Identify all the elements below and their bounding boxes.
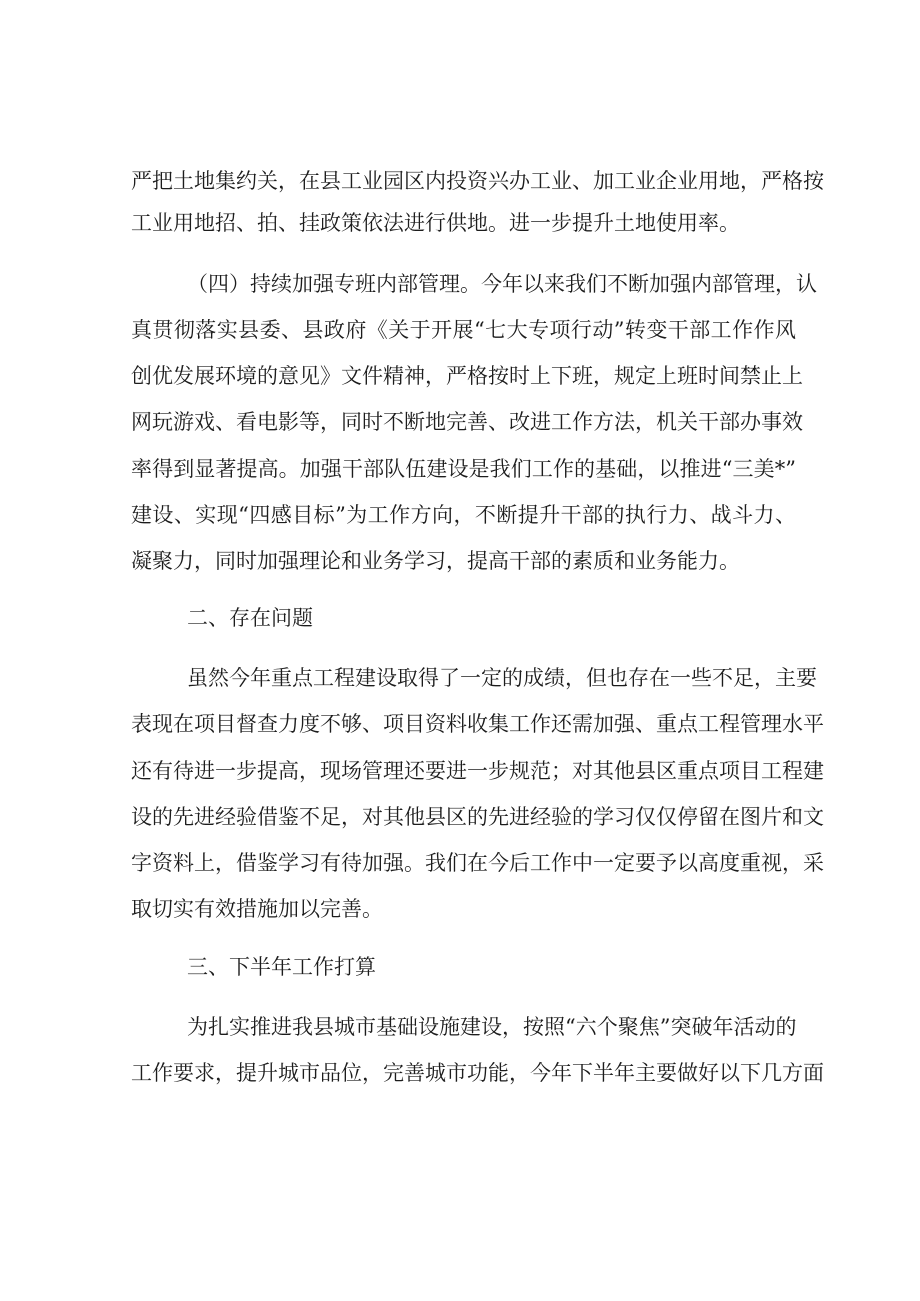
paragraph-line: 取切实有效措施加以完善。 xyxy=(131,897,383,921)
paragraph-line: 凝聚力，同时加强理论和业务学习，提高干部的素质和业务能力。 xyxy=(131,549,740,573)
paragraph-line: 创优发展环境的意见》文件精神，严格按时上下班，规定上班时间禁止上 xyxy=(131,364,803,388)
paragraph-line: 设的先进经验借鉴不足，对其他县区的先进经验的学习仅仅停留在图片和文 xyxy=(131,805,824,829)
section-heading: 三、下半年工作打算 xyxy=(187,955,376,979)
paragraph-line: （四）持续加强专班内部管理。今年以来我们不断加强内部管理，认 xyxy=(187,272,817,296)
paragraph-line: 还有待进一步提高，现场管理还要进一步规范；对其他县区重点项目工程建 xyxy=(131,759,824,783)
paragraph-line: 真贯彻落实县委、县政府《关于开展“七大专项行动”转变干部工作作风 xyxy=(131,318,796,342)
paragraph-line: 率得到显著提高。加强干部队伍建设是我们工作的基础，以推进“三美*” xyxy=(131,457,796,481)
section-heading: 二、存在问题 xyxy=(187,606,313,630)
paragraph-line: 严把土地集约关，在县工业园区内投资兴办工业、加工业企业用地，严格按 xyxy=(131,169,824,193)
paragraph-line: 建设、实现“四感目标”为工作方向，不断提升干部的执行力、战斗力、 xyxy=(131,503,796,527)
paragraph-line: 虽然今年重点工程建设取得了一定的成绩，但也存在一些不足，主要 xyxy=(187,666,817,690)
paragraph-line: 字资料上，借鉴学习有待加强。我们在今后工作中一定要予以高度重视，采 xyxy=(131,851,824,875)
paragraph-line: 表现在项目督查力度不够、项目资料收集工作还需加强、重点工程管理水平 xyxy=(131,712,824,736)
paragraph-line: 工业用地招、拍、挂政策依法进行供地。进一步提升土地使用率。 xyxy=(131,211,740,235)
paragraph-line: 网玩游戏、看电影等，同时不断地完善、改进工作方法，机关干部办事效 xyxy=(131,410,803,434)
paragraph-line: 为扎实推进我县城市基础设施建设，按照“六个聚焦”突破年活动的 xyxy=(187,1015,797,1039)
paragraph-line: 工作要求，提升城市品位，完善城市功能，今年下半年主要做好以下几方面 xyxy=(131,1061,824,1085)
